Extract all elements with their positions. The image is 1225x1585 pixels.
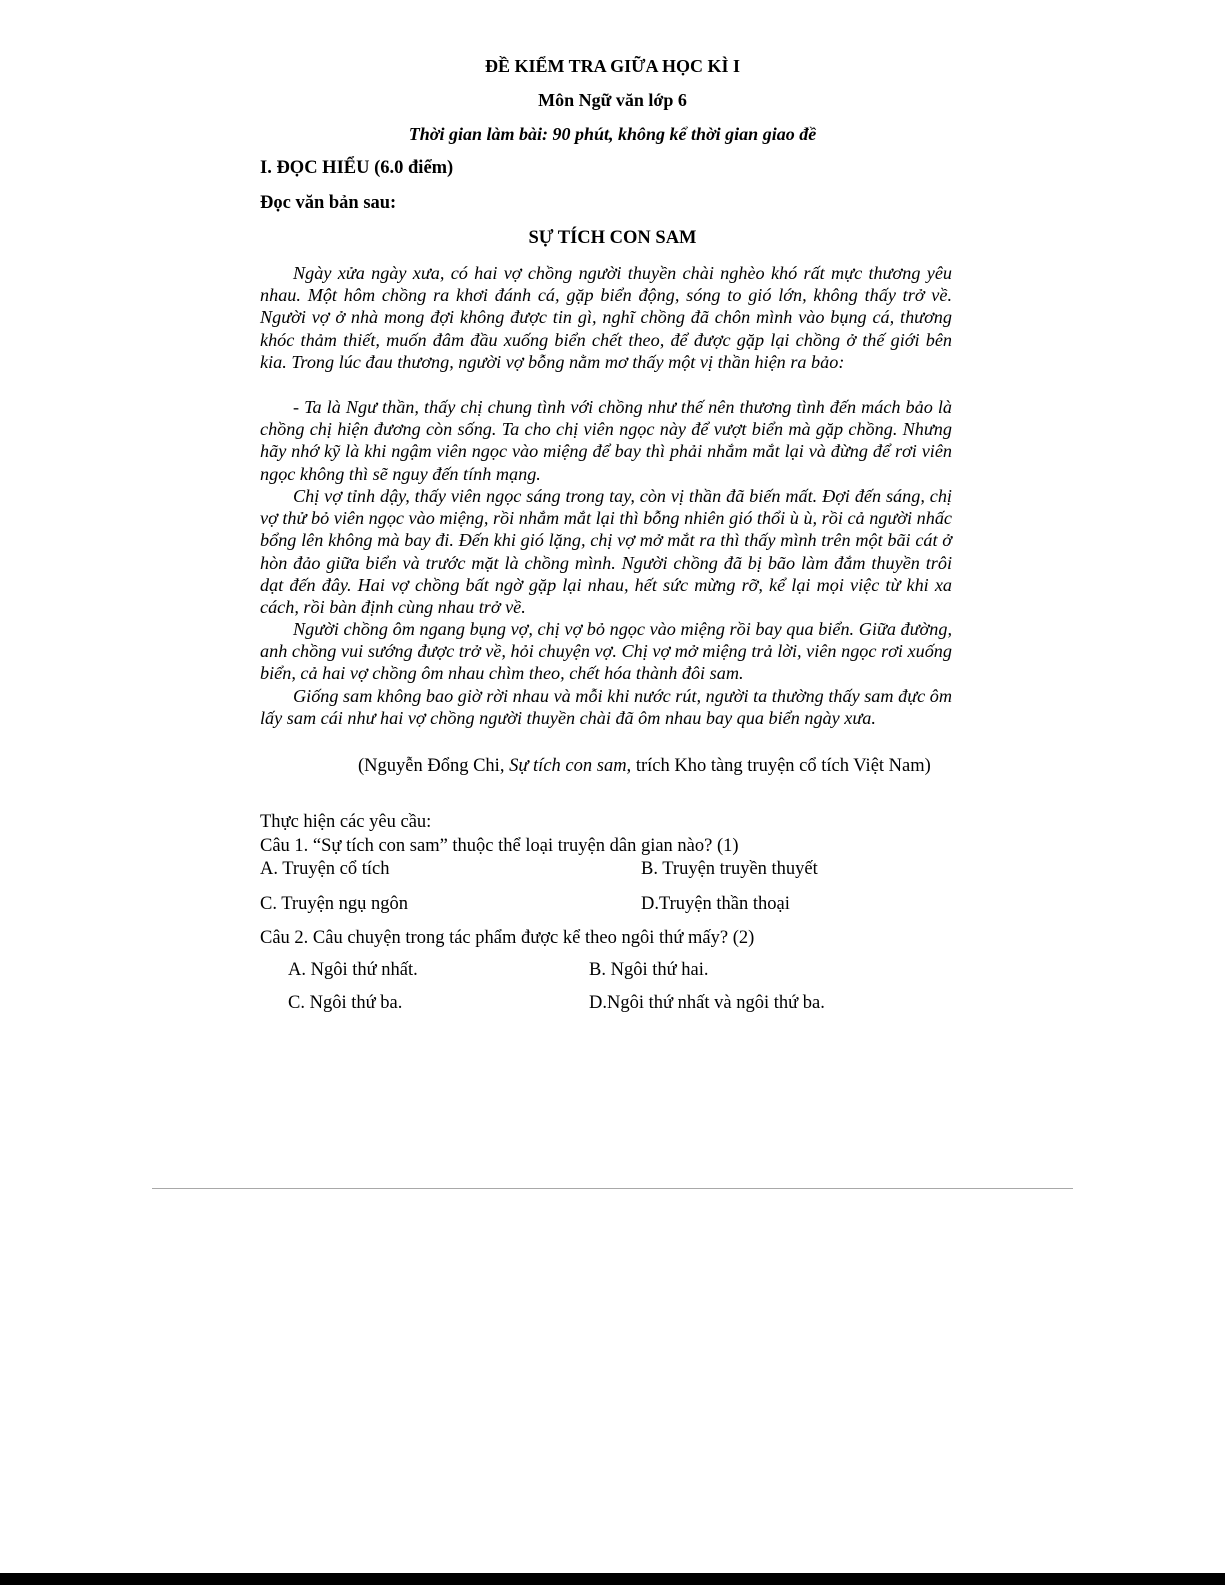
question-1-option-c: C. Truyện ngụ ngôn [260,894,409,914]
page-divider [152,1188,1073,1189]
question-2-option-a: A. Ngôi thứ nhất. [288,960,418,980]
question-2-text: Câu 2. Câu chuyện trong tác phẩm được kể theo ngôi thứ mấy? (2) [260,928,755,948]
question-1-text: Câu 1. “Sự tích con sam” thuộc thể loại truyện dân gian nào? (1) [260,836,739,856]
question-2-option-c: C. Ngôi thứ ba. [288,993,403,1013]
question-1-option-a: A. Truyện cổ tích [260,859,390,879]
source-prefix: (Nguyễn Đổng Chi, [358,756,510,776]
questions-intro: Thực hiện các yêu cầu: [260,812,432,832]
subject-line: Môn Ngữ văn lớp 6 [538,90,687,110]
section-heading: I. ĐỌC HIỂU (6.0 điểm) [260,158,454,178]
source-citation [358,756,931,777]
question-2-option-b: B. Ngôi thứ hai. [589,960,709,980]
source-suffix: trích Kho tàng truyện cổ tích Việt Nam) [631,756,931,776]
bottom-bar [0,1573,1225,1585]
question-2-option-d: D.Ngôi thứ nhất và ngôi thứ ba. [589,993,825,1013]
reading-instruction: Đọc văn bản sau: [260,193,397,213]
story-title: SỰ TÍCH CON SAM [528,228,697,248]
story-paragraph-4: Người chồng ôm ngang bụng vợ, chị vợ bỏ ngọc vào miệng rồi bay qua biển. Giữa đường, anh chồng vui sướng được trở về, hỏi chuyện vợ. Chị vợ mở miệng trả lời, viên ngọc rơi xuống biển, cả hai vợ chồng ôm nhau chìm theo, chết hóa thành đôi sam. [260,619,952,684]
question-1-option-b: B. Truyện truyền thuyết [641,859,818,879]
exam-title: ĐỀ KIỂM TRA GIỮA HỌC KÌ I [484,56,741,76]
question-1-option-d: D.Truyện thần thoại [641,894,790,914]
story-paragraph-2: - Ta là Ngư thần, thấy chị chung tình với chồng như thế nên thương tình đến mách bảo là chồng chị hiện đương còn sống. Ta cho chị viên ngọc này để vượt biển mà gặp chồng. Nhưng hãy nhớ kỹ là khi ngậm viên ngọc vào miệng để bay thì phải nhắm mắt lại và đừng để rơi viên ngọc không thì sẽ nguy đến tính mạng. [260,397,952,484]
story-paragraph-5: Giống sam không bao giờ rời nhau và mỗi khi nước rút, người ta thường thấy sam đực ôm lấy sam cái như hai vợ chồng người thuyền chài đã ôm nhau bay qua biển ngày xưa. [260,686,952,729]
time-note: Thời gian làm bài: 90 phút, không kể thời gian giao đề [408,124,817,144]
source-title: Sự tích con sam, [509,756,632,776]
story-paragraph-1: Ngày xửa ngày xưa, có hai vợ chồng người thuyền chài nghèo khó rất mực thương yêu nhau. Một hôm chồng ra khơi đánh cá, gặp biển động, sóng to gió lớn, không thấy trở về. Người vợ ở nhà mong đợi không được tin gì, nghĩ chồng đã chôn mình vào bụng cá, thương khóc thảm thiết, muốn đâm đầu xuống biển chết theo, để được gặp lại chồng ở thế giới bên kia. Trong lúc đau thương, người vợ bỗng nằm mơ thấy một vị thần hiện ra bảo: [260,263,952,372]
story-paragraph-3: Chị vợ tỉnh dậy, thấy viên ngọc sáng trong tay, còn vị thần đã biến mất. Đợi đến sáng, chị vợ thử bỏ viên ngọc vào miệng, rồi nhắm mắt lại thì bỗng nhiên gió thổi ù ù, rồi cả người nhấc bổng lên không mà bay đi. Đến khi gió lặng, chị vợ mở mắt ra thì thấy mình trên một bãi cát ở hòn đảo giữa biển và trước mặt là chồng mình. Người chồng đã bị bão làm đắm thuyền trôi dạt đến đây. Hai vợ chồng bất ngờ gặp lại nhau, hết sức mừng rỡ, kể lại mọi việc từ khi xa cách, rồi bàn định cùng nhau trở về. [260,486,952,618]
